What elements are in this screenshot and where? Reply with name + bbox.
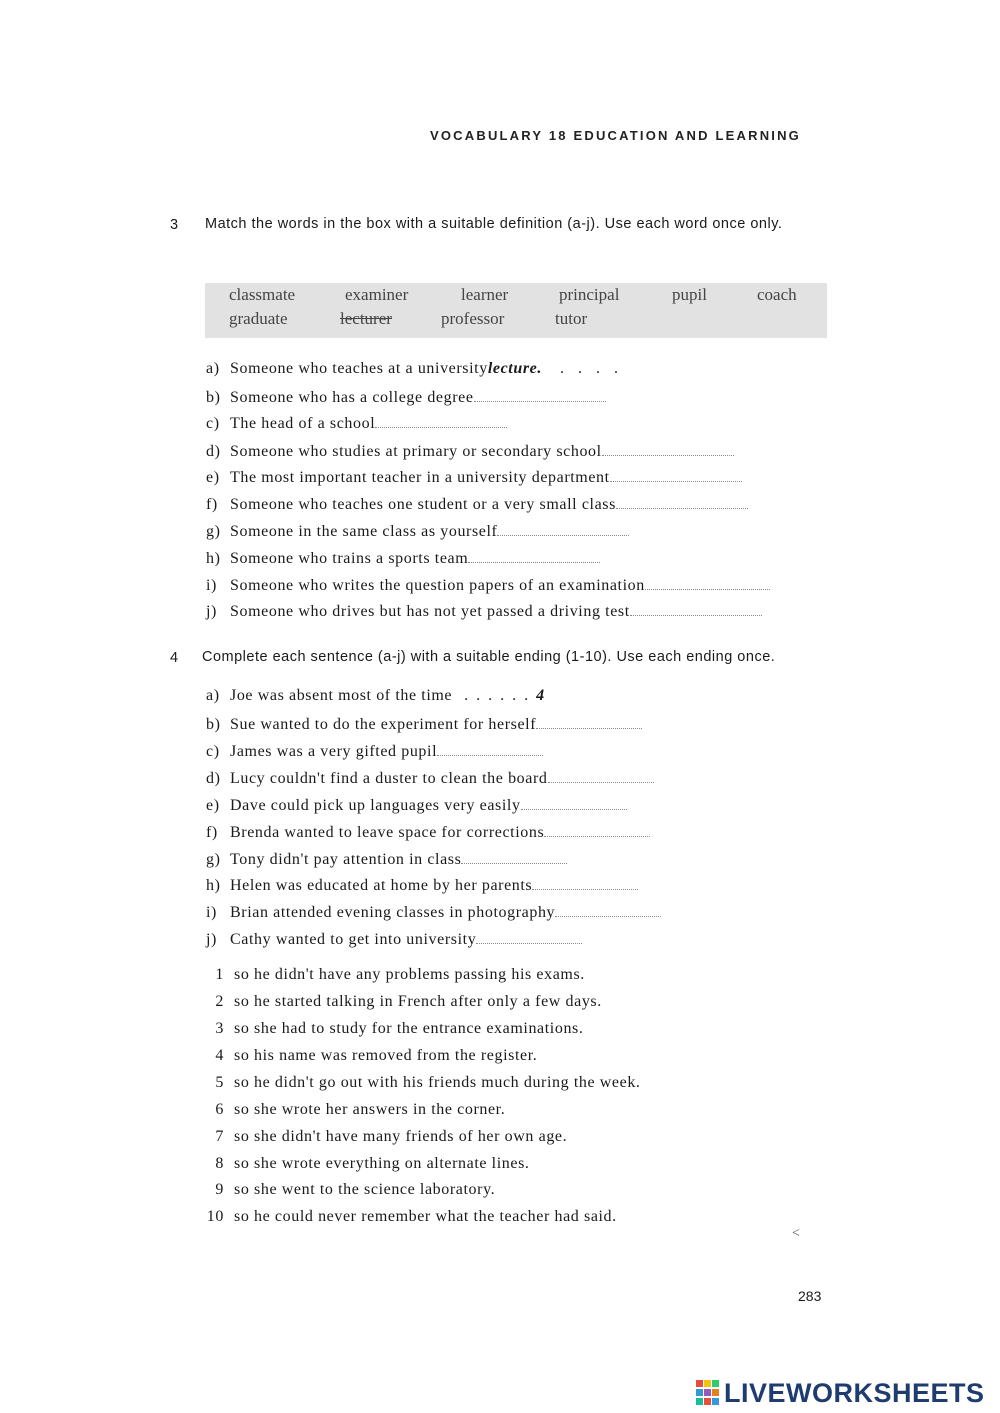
ending-text: so she had to study for the entrance examinations.: [234, 1020, 584, 1037]
answer-field[interactable]: [476, 929, 582, 944]
answer-field[interactable]: [375, 413, 507, 428]
item-label: b): [206, 389, 221, 406]
ex3-item-d: [206, 441, 734, 461]
word-graduate: graduate: [229, 309, 288, 328]
ending-text: so he didn't have any problems passing his exams.: [234, 966, 585, 983]
item-text: Tony didn't pay attention in class: [230, 851, 462, 868]
item-label: e): [206, 797, 220, 814]
item-text: The head of a school: [230, 415, 376, 432]
ending-number: 4: [215, 1047, 224, 1064]
word-pupil: pupil: [672, 285, 707, 304]
item-text: Brian attended evening classes in photography: [230, 904, 556, 921]
ending-number: 10: [206, 1208, 224, 1225]
exercise-3-number: 3: [170, 217, 179, 233]
word-classmate: classmate: [229, 285, 296, 304]
answer-field[interactable]: [645, 575, 770, 590]
item-label: j): [206, 603, 217, 620]
ex4-item-a: a) Joe was absent most of the time ......4: [206, 687, 545, 704]
ending-text: so she wrote her answers in the corner.: [234, 1101, 506, 1118]
ex4-item-e: [206, 795, 627, 815]
ex4-item-g: [206, 849, 567, 869]
ex4-item-h: [206, 875, 638, 895]
item-text: Someone who has a college degree: [230, 389, 474, 406]
logo-text: LIVEWORKSHEETS: [724, 1377, 985, 1408]
ending-number: 5: [215, 1074, 224, 1091]
item-label: c): [206, 415, 220, 432]
ending-number: 7: [215, 1128, 224, 1145]
ex3-item-e: [206, 467, 742, 487]
answer-field[interactable]: [544, 822, 650, 837]
ex4-item-f: [206, 822, 650, 842]
item-label: g): [206, 523, 221, 540]
ex3-item-h: [206, 548, 600, 568]
answer-field[interactable]: [474, 387, 606, 402]
answer-field[interactable]: 4: [536, 687, 545, 704]
answer-field[interactable]: [630, 601, 762, 616]
logo-icon: [696, 1380, 720, 1406]
item-label: g): [206, 851, 221, 868]
ending-4: [190, 1047, 537, 1065]
ex4-item-d: [206, 768, 654, 788]
answer-field[interactable]: [610, 467, 742, 482]
item-text: Someone who writes the question papers of an examination: [230, 577, 645, 594]
ending-text: so she wrote everything on alternate lines.: [234, 1155, 530, 1172]
exercise-4-instruction: Complete each sentence (a-j) with a suitable ending (1-10). Use each ending once.: [202, 649, 776, 665]
answer-field[interactable]: [536, 714, 642, 729]
ending-9: [190, 1181, 495, 1199]
item-text: Helen was educated at home by her parents: [230, 877, 533, 894]
item-text: Someone who drives but has not yet passed a driving test: [230, 603, 630, 620]
item-label: i): [206, 577, 217, 594]
ending-number: 2: [215, 993, 224, 1010]
corner-mark: <: [792, 1226, 800, 1241]
item-label: d): [206, 770, 221, 787]
answer-field[interactable]: [548, 768, 654, 783]
item-text: Lucy couldn't find a duster to clean the board: [230, 770, 548, 787]
word-box: [205, 283, 827, 338]
answer-field[interactable]: [468, 548, 600, 563]
ending-text: so she went to the science laboratory.: [234, 1181, 496, 1198]
ending-5: [190, 1074, 641, 1092]
answer-field[interactable]: [616, 494, 748, 509]
answer-field[interactable]: [497, 521, 629, 536]
item-label: f): [206, 496, 218, 513]
item-label: e): [206, 469, 220, 486]
item-label: a): [206, 687, 220, 704]
liveworksheets-logo: [696, 1378, 985, 1408]
item-label: j): [206, 931, 217, 948]
ex4-item-c: [206, 741, 543, 761]
ending-number: 6: [215, 1101, 224, 1118]
ex3-item-b: [206, 387, 606, 407]
ending-text: so he didn't go out with his friends much during the week.: [234, 1074, 641, 1091]
word-tutor: tutor: [555, 309, 588, 328]
answer-field[interactable]: lecture.: [487, 360, 542, 377]
ending-2: [190, 993, 602, 1011]
ex3-item-j: [206, 601, 762, 621]
ending-3: [190, 1020, 583, 1038]
word-learner: learner: [461, 285, 509, 304]
ex4-item-j: [206, 929, 582, 949]
ending-number: 9: [215, 1181, 224, 1198]
item-label: h): [206, 550, 221, 567]
ending-number: 1: [215, 966, 224, 983]
word-principal: principal: [559, 285, 620, 304]
item-text: Someone who studies at primary or secondary school: [230, 443, 602, 460]
answer-field[interactable]: [437, 741, 543, 756]
item-label: f): [206, 824, 218, 841]
word-coach: coach: [757, 285, 797, 304]
ending-6: [190, 1101, 505, 1119]
ex3-item-i: [206, 575, 770, 595]
ending-text: so his name was removed from the register.: [234, 1047, 538, 1064]
ex4-item-b: [206, 714, 642, 734]
answer-field[interactable]: [532, 875, 638, 890]
answer-field[interactable]: [555, 902, 661, 917]
item-text: Someone who trains a sports team: [230, 550, 469, 567]
ex3-item-c: [206, 413, 507, 433]
item-text: Sue wanted to do the experiment for herself: [230, 716, 537, 733]
item-text: Someone in the same class as yourself: [230, 523, 498, 540]
ending-1: [190, 966, 585, 984]
item-label: d): [206, 443, 221, 460]
item-text: Dave could pick up languages very easily: [230, 797, 521, 814]
word-professor: professor: [441, 309, 505, 328]
item-text: Cathy wanted to get into university: [230, 931, 477, 948]
page-header: VOCABULARY 18 EDUCATION AND LEARNING: [430, 128, 801, 143]
item-text: Someone who teaches at a university: [230, 360, 488, 377]
ex4-item-i: [206, 902, 661, 922]
item-text: Joe was absent most of the time: [230, 687, 453, 704]
item-label: c): [206, 743, 220, 760]
ending-text: so she didn't have many friends of her own age.: [234, 1128, 568, 1145]
exercise-4-number: 4: [170, 650, 179, 666]
ex3-item-f: [206, 494, 748, 514]
answer-field[interactable]: [461, 849, 567, 864]
item-label: b): [206, 716, 221, 733]
ex3-item-g: [206, 521, 629, 541]
item-label: i): [206, 904, 217, 921]
answer-field[interactable]: [521, 795, 627, 810]
item-text: Brenda wanted to leave space for corrections: [230, 824, 545, 841]
item-text: Someone who teaches one student or a very small class: [230, 496, 616, 513]
word-lecturer: lecturer: [340, 309, 392, 328]
item-text: James was a very gifted pupil: [230, 743, 438, 760]
ending-8: [190, 1155, 530, 1173]
ending-number: 3: [215, 1020, 224, 1037]
item-text: The most important teacher in a university department: [230, 469, 610, 486]
page-number: 283: [798, 1288, 822, 1304]
word-examiner: examiner: [345, 285, 409, 304]
ending-text: so he started talking in French after only a few days.: [234, 993, 602, 1010]
ending-text: so he could never remember what the teacher had said.: [234, 1208, 617, 1225]
ex3-item-a: a) Someone who teaches at a universitylecture. ....: [206, 360, 632, 377]
exercise-3-instruction: Match the words in the box with a suitable definition (a-j). Use each word once only.: [205, 216, 783, 232]
ending-number: 8: [215, 1155, 224, 1172]
ending-7: [190, 1128, 567, 1146]
item-label: a): [206, 360, 220, 377]
ending-10: [190, 1208, 617, 1226]
item-label: h): [206, 877, 221, 894]
answer-field[interactable]: [602, 441, 734, 456]
